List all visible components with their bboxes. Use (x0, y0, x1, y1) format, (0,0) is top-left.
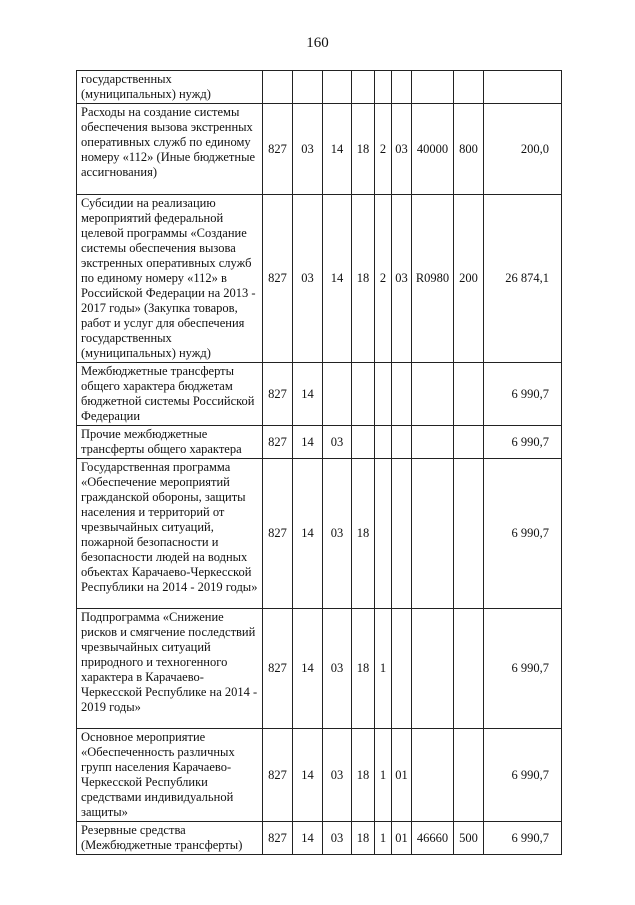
code-cell (392, 609, 412, 729)
code-cell: 1 (375, 609, 392, 729)
code-cell (263, 71, 293, 104)
row-name-cell: Расходы на создание системы обеспечения вызова экстренных оперативных служб по единому номеру «112» (Иные бюджетные ассигнования) (77, 104, 263, 195)
row-name-cell: Резервные средства (Межбюджетные трансферты) (77, 822, 263, 855)
code-cell: 14 (293, 459, 323, 609)
code-cell (375, 426, 392, 459)
code-cell: 14 (293, 426, 323, 459)
code-cell (352, 363, 375, 426)
code-cell (454, 426, 484, 459)
row-name-cell: государственных (муниципальных) нужд) (77, 71, 263, 104)
code-cell (375, 363, 392, 426)
code-cell: 01 (392, 729, 412, 822)
code-cell: 03 (293, 104, 323, 195)
table-row (77, 363, 562, 426)
code-cell: 827 (263, 609, 293, 729)
code-cell: 827 (263, 363, 293, 426)
code-cell (454, 609, 484, 729)
code-cell: 03 (293, 195, 323, 363)
row-name-cell: Основное мероприятие «Обеспеченность различных групп населения Карачаево-Черкесской Республики средствами индивидуальной защиты» (77, 729, 263, 822)
code-cell: 827 (263, 822, 293, 855)
code-cell (323, 363, 352, 426)
code-cell (412, 426, 454, 459)
amount-cell: 6 990,7 (484, 729, 562, 822)
code-cell: 14 (293, 609, 323, 729)
code-cell: 01 (392, 822, 412, 855)
code-cell (412, 459, 454, 609)
code-cell: 500 (454, 822, 484, 855)
code-cell: 03 (392, 104, 412, 195)
code-cell: 200 (454, 195, 484, 363)
code-cell: 03 (323, 426, 352, 459)
amount-cell: 26 874,1 (484, 195, 562, 363)
code-cell: 40000 (412, 104, 454, 195)
code-cell: 14 (293, 363, 323, 426)
code-cell: 03 (323, 459, 352, 609)
code-cell (412, 729, 454, 822)
table-row (77, 729, 562, 822)
table-row (77, 822, 562, 855)
code-cell (392, 426, 412, 459)
code-cell: 18 (352, 104, 375, 195)
code-cell: 46660 (412, 822, 454, 855)
code-cell (392, 459, 412, 609)
row-name-cell: Субсидии на реализацию мероприятий федеральной целевой программы «Создание системы обеспечения вызова экстренных оперативных служб по единому номеру «112» в Российской Федерации на 2013 - 2017 годы» (Закупка товаров, работ и услуг для обеспечения государственных (муниципальных) нужд) (77, 195, 263, 363)
code-cell (454, 459, 484, 609)
code-cell (454, 729, 484, 822)
amount-cell: 6 990,7 (484, 822, 562, 855)
code-cell: 2 (375, 195, 392, 363)
code-cell: 14 (293, 822, 323, 855)
code-cell: 03 (392, 195, 412, 363)
code-cell: 827 (263, 426, 293, 459)
code-cell (454, 71, 484, 104)
row-name-cell: Прочие межбюджетные трансферты общего характера (77, 426, 263, 459)
row-name-cell: Подпрограмма «Снижение рисков и смягчение последствий чрезвычайных ситуаций природного и техногенного характера в Карачаево-Черкесской Республике на 2014 - 2019 годы» (77, 609, 263, 729)
code-cell (392, 71, 412, 104)
row-name-cell: Межбюджетные трансферты общего характера бюджетам бюджетной системы Российской Федерации (77, 363, 263, 426)
code-cell: 800 (454, 104, 484, 195)
code-cell (323, 71, 352, 104)
amount-cell: 6 990,7 (484, 363, 562, 426)
code-cell (352, 71, 375, 104)
code-cell (375, 459, 392, 609)
code-cell: 03 (323, 822, 352, 855)
code-cell: 827 (263, 104, 293, 195)
code-cell: 1 (375, 729, 392, 822)
table-row (77, 104, 562, 195)
code-cell: 14 (293, 729, 323, 822)
code-cell (412, 363, 454, 426)
code-cell (375, 71, 392, 104)
code-cell (352, 426, 375, 459)
code-cell (454, 363, 484, 426)
amount-cell: 6 990,7 (484, 459, 562, 609)
code-cell: R0980 (412, 195, 454, 363)
row-name-cell: Государственная программа «Обеспечение мероприятий гражданской обороны, защиты населения и территорий от чрезвычайных ситуаций, пожарной безопасности и безопасности людей на водных объектах Карачаево-Черкесской Республики на 2014 - 2019 годы» (77, 459, 263, 609)
code-cell: 2 (375, 104, 392, 195)
table-row (77, 426, 562, 459)
amount-cell: 6 990,7 (484, 426, 562, 459)
code-cell: 1 (375, 822, 392, 855)
budget-table (76, 70, 562, 855)
code-cell: 827 (263, 729, 293, 822)
table-row (77, 195, 562, 363)
code-cell: 18 (352, 195, 375, 363)
code-cell: 827 (263, 195, 293, 363)
code-cell (392, 363, 412, 426)
code-cell: 18 (352, 609, 375, 729)
code-cell (412, 609, 454, 729)
table-row (77, 459, 562, 609)
code-cell: 03 (323, 729, 352, 822)
table-row (77, 71, 562, 104)
code-cell: 18 (352, 459, 375, 609)
code-cell (412, 71, 454, 104)
table-row (77, 609, 562, 729)
code-cell: 03 (323, 609, 352, 729)
code-cell: 827 (263, 459, 293, 609)
amount-cell (484, 71, 562, 104)
budget-table-body (77, 71, 562, 855)
page-number: 160 (306, 35, 329, 51)
code-cell: 18 (352, 822, 375, 855)
code-cell: 14 (323, 195, 352, 363)
code-cell: 18 (352, 729, 375, 822)
amount-cell: 6 990,7 (484, 609, 562, 729)
amount-cell: 200,0 (484, 104, 562, 195)
code-cell (293, 71, 323, 104)
code-cell: 14 (323, 104, 352, 195)
